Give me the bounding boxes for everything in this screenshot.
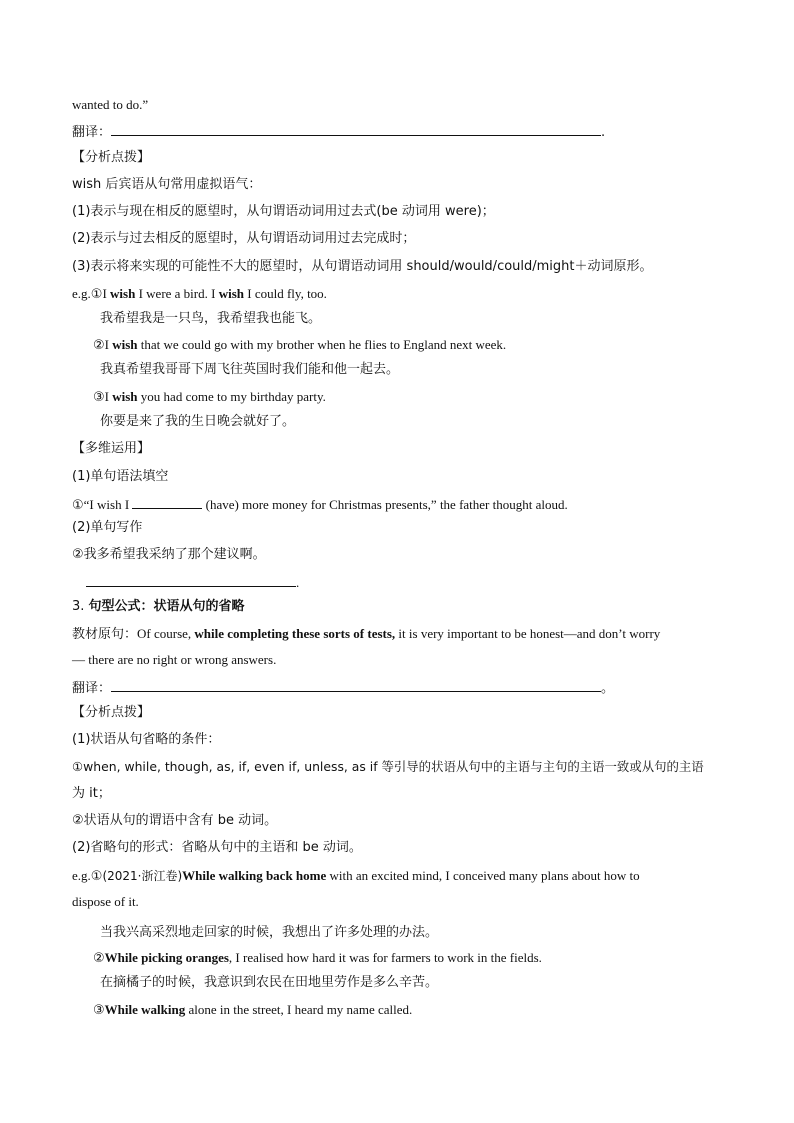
condition-1: ①when, while, though, as, if, even if, unless, as if 等引导的状语从句中的主语与主句的主语一致或从句的主语 xyxy=(72,759,704,774)
example-2: ②I wish that we could go with my brother when he flies to England next week. xyxy=(93,337,507,353)
practice-2-question: ②我多希望我采纳了那个建议啊。 xyxy=(72,547,266,562)
answer-blank[interactable] xyxy=(111,122,601,136)
translation-label: 翻译： xyxy=(72,125,112,140)
writing-blank[interactable] xyxy=(86,573,296,587)
section-3-heading: 3. 句型公式：状语从句的省略 xyxy=(72,599,245,614)
omission-example-1-cont: dispose of it. xyxy=(72,894,139,909)
translation-row xyxy=(72,122,605,142)
omission-example-2: ②While picking oranges, I realised how hard it was for farmers to work in the fields. xyxy=(93,950,542,966)
text-line: wanted to do.” xyxy=(72,97,149,112)
analysis-title: 【分析点拨】 xyxy=(72,150,151,165)
example-3: ③I wish you had come to my birthday party. xyxy=(93,389,326,405)
translation-row: 翻译： 。 xyxy=(72,678,614,698)
original-sentence-cont: — there are no right or wrong answers. xyxy=(72,652,277,667)
fill-blank[interactable] xyxy=(132,495,202,509)
wish-rule: (1)表示与现在相反的愿望时，从句谓语动词用过去式(be 动词用 were)； xyxy=(72,204,495,219)
practice-1-question: ①“I wish I (have) more money for Christmas presents,” the father thought aloud. xyxy=(72,497,568,513)
example-1-translation: 我希望我是一只鸟，我希望我也能飞。 xyxy=(100,311,322,326)
omission-example-1: e.g.①(2021·浙江卷)While walking back home with an excited mind, I conceived many plans about how to xyxy=(72,868,640,884)
example-1: e.g.①I wish I were a bird. I wish I could fly, too. xyxy=(72,286,327,302)
practice-1-title: (1)单句语法填空 xyxy=(72,469,169,484)
omission-example-2-translation: 在摘橘子的时候，我意识到农民在田地里劳作是多么辛苦。 xyxy=(100,975,439,990)
wish-rule: (3)表示将来实现的可能性不大的愿望时，从句谓语动词用 should/would/could/might＋动词原形。 xyxy=(72,259,653,274)
wish-intro: wish 后宾语从句常用虚拟语气： xyxy=(72,177,262,192)
example-3-translation: 你要是来了我的生日晚会就好了。 xyxy=(100,414,296,429)
condition-1-cont: 为 it； xyxy=(72,786,111,801)
omission-example-3: ③While walking alone in the street, I heard my name called. xyxy=(93,1002,413,1018)
analysis-title: 【分析点拨】 xyxy=(72,705,151,720)
answer-blank[interactable] xyxy=(111,678,601,692)
practice-title: 【多维运用】 xyxy=(72,441,151,456)
practice-2-title: (2)单句写作 xyxy=(72,520,143,535)
wish-rule: (2)表示与过去相反的愿望时，从句谓语动词用过去完成时； xyxy=(72,231,416,246)
example-2-translation: 我真希望我哥哥下周飞往英国时我们能和他一起去。 xyxy=(100,362,400,377)
omission-form: (2)省略句的形式：省略从句中的主语和 be 动词。 xyxy=(72,840,362,855)
condition-2: ②状语从句的谓语中含有 be 动词。 xyxy=(72,813,278,828)
omission-example-1-translation: 当我兴高采烈地走回家的时候，我想出了许多处理的办法。 xyxy=(100,925,439,940)
period: . xyxy=(601,125,606,140)
original-sentence: 教材原句：Of course, while completing these sorts of tests, it is very important to be honest—and don’t worry xyxy=(72,626,661,642)
condition-title: (1)状语从句省略的条件： xyxy=(72,732,221,747)
writing-row: . xyxy=(86,573,299,592)
